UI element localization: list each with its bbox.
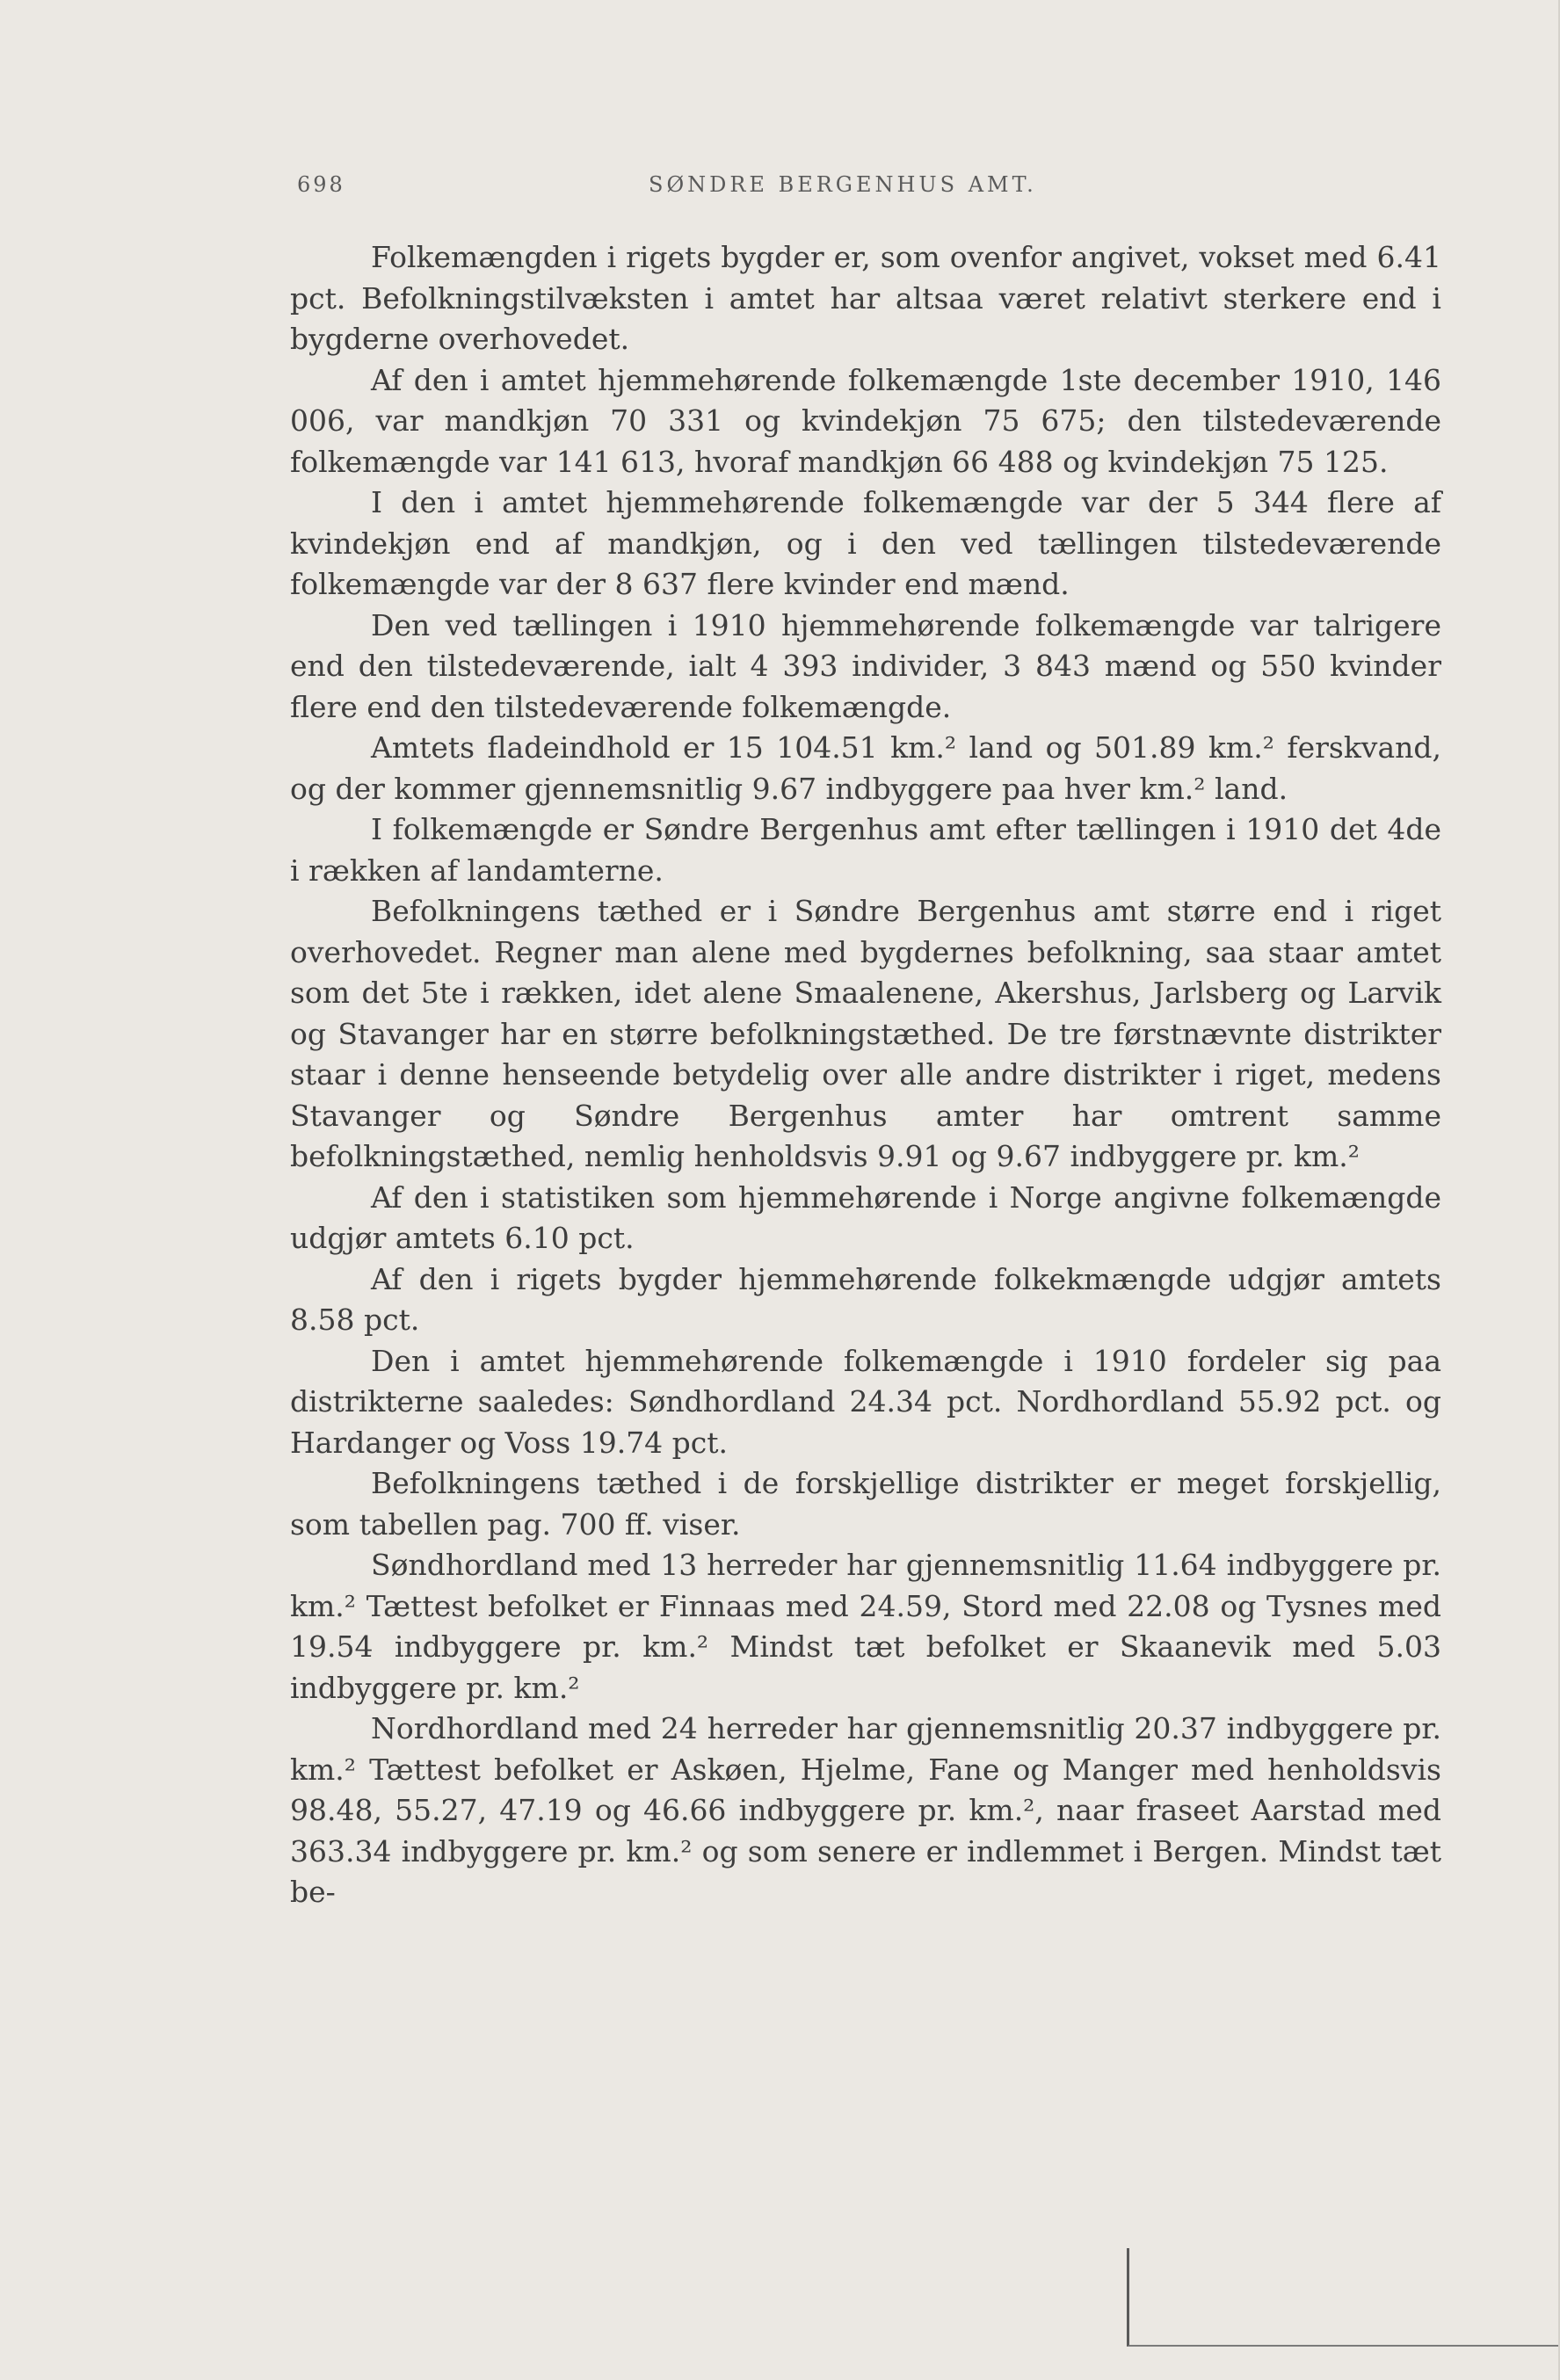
paragraph: Den ved tællingen i 1910 hjemmehørende folkemængde var talrigere end den tilstedeværende, ialt 4 393 individer, 3 843 mænd og 550 kvinder flere end den tilstedeværende folkemængde.: [290, 607, 1441, 724]
paragraph: Befolkningens tæthed i de forskjellige distrikter er meget forskjellig, som tabellen pag. 700 ff. viser.: [290, 1466, 1441, 1542]
body-text: [290, 237, 1441, 1913]
paragraph: Amtets fladeindhold er 15 104.51 km.² land og 501.89 km.² ferskvand, og der kommer gjennemsnitlig 9.67 indbyggere paa hver km.² land.: [290, 730, 1441, 806]
paragraph: Befolkningens tæthed er i Søndre Bergenhus amt større end i riget overhovedet. Regner man alene med bygdernes befolkning, saa staar amtet som det 5te i rækken, idet alene Smaalenene, Akershus, Jarlsberg og Larvik og Stavanger har en større befolkningstæthed. De tre førstnævnte distrikter staar i denne henseende betydelig over alle andre distrikter i riget, medens Stavanger og Søndre Bergenhus amter har omtrent samme befolkningstæthed, nemlig henholdsvis 9.91 og 9.67 indbyggere pr. km.²: [290, 894, 1441, 1173]
scan-corner-mark: [1127, 2248, 1560, 2347]
paragraph: I den i amtet hjemmehørende folkemængde var der 5 344 flere af kvindekjøn end af mandkjøn, og i den ved tællingen tilstedeværende folkemængde var der 8 637 flere kvinder end mænd.: [290, 485, 1441, 601]
paragraph: Søndhordland med 13 herreder har gjennemsnitlig 11.64 indbyggere pr. km.² Tættest befolket er Finnaas med 24.59, Stord med 22.08 og Tysnes med 19.54 indbyggere pr. km.² Mindst tæt befolket er Skaanevik med 5.03 indbyggere pr. km.²: [290, 1548, 1441, 1705]
paragraph: Af den i rigets bygder hjemmehørende folkekmængde udgjør amtets 8.58 pct.: [290, 1261, 1441, 1337]
paragraph: Den i amtet hjemmehørende folkemængde i 1910 fordeler sig paa distrikterne saaledes: Søndhordland 24.34 pct. Nordhordland 55.92 pct. og Hardanger og Voss 19.74 pct.: [290, 1343, 1441, 1460]
running-title: SØNDRE BERGENHUS AMT.: [649, 172, 1037, 197]
paragraph: Af den i statistiken som hjemmehørende i Norge angivne folkemængde udgjør amtets 6.10 pct.: [290, 1179, 1441, 1255]
page-header: [297, 172, 1264, 207]
paragraph: I folkemængde er Søndre Bergenhus amt efter tællingen i 1910 det 4de i rækken af landamterne.: [290, 812, 1441, 888]
page-number: 698: [297, 172, 345, 197]
paragraph: Nordhordland med 24 herreder har gjennemsnitlig 20.37 indbyggere pr. km.² Tættest befolket er Askøen, Hjelme, Fane og Manger med henholdsvis 98.48, 55.27, 47.19 og 46.66 indbyggere pr. km.², naar fraseet Aarstad med 363.34 indbyggere pr. km.² og som senere er indlemmet i Bergen. Mindst tæt be-: [290, 1711, 1441, 1909]
paragraph: Af den i amtet hjemmehørende folkemængde 1ste december 1910, 146 006, var mandkjøn 70 331 og kvindekjøn 75 675; den tilstedeværende folkemængde var 141 613, hvoraf mandkjøn 66 488 og kvindekjøn 75 125.: [290, 362, 1441, 479]
paragraph: Folkemængden i rigets bygder er, som ovenfor angivet, vokset med 6.41 pct. Befolkningstilvæksten i amtet har altsaa været relativt sterkere end i bygderne overhovedet.: [290, 240, 1441, 356]
